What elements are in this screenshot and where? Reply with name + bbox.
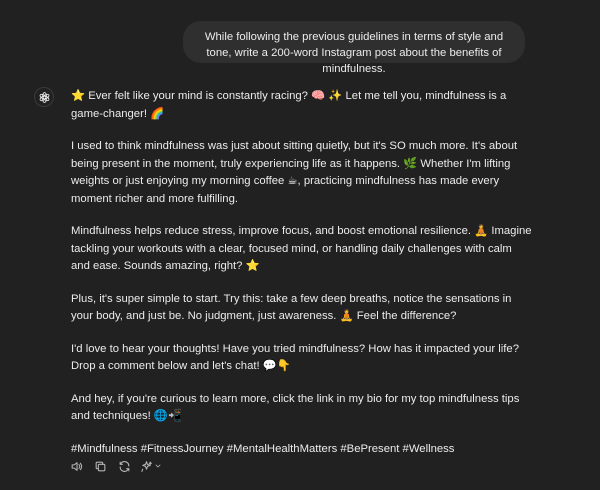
regenerate-button[interactable] bbox=[116, 458, 132, 474]
message-action-bar bbox=[68, 458, 162, 474]
user-message-bubble bbox=[183, 21, 525, 75]
assistant-paragraph-4: Plus, it's super simple to start. Try this: take a few deep breaths, notice the sensations in your body, and just be. No judgment, just awareness. 🧘 Feel the difference? bbox=[71, 292, 512, 322]
speaker-icon bbox=[70, 460, 83, 473]
regenerate-icon bbox=[118, 460, 131, 473]
assistant-message bbox=[71, 88, 533, 458]
chevron-down-icon bbox=[154, 462, 162, 470]
sparkle-icon bbox=[140, 460, 153, 473]
user-message-text: While following the previous guidelines in terms of style and tone, write a 200-word Instagram post about the benefits of mindfulness. bbox=[204, 31, 504, 75]
assistant-avatar bbox=[34, 87, 54, 107]
assistant-paragraph-5: I'd love to hear your thoughts! Have you tried mindfulness? How has it impacted your life? Drop a comment below and let's chat! 💬👇 bbox=[71, 342, 519, 372]
assistant-paragraph-1: ⭐ Ever felt like your mind is constantly racing? 🧠 ✨ Let me tell you, mindfulness is a game-changer! 🌈 bbox=[71, 90, 507, 120]
openai-logo-icon bbox=[38, 91, 51, 104]
assistant-paragraph-3: Mindfulness helps reduce stress, improve focus, and boost emotional resilience. 🧘 Imagine tackling your workouts with a clear, focused mind, or handling daily challenges with calm and ease. Sounds amazing, right? ⭐ bbox=[71, 225, 532, 272]
read-aloud-button[interactable] bbox=[68, 458, 84, 474]
copy-icon bbox=[94, 460, 107, 473]
copy-button[interactable] bbox=[92, 458, 108, 474]
assistant-paragraph-2: I used to think mindfulness was just about sitting quietly, but it's SO much more. It's about being present in the moment, truly experiencing life as it happens. 🌿 Whether I'm lifting weights or just enjoying my morning coffee ☕, practicing mindfulness has made every moment richer and more fulfilling. bbox=[71, 140, 518, 205]
hashtags-paragraph: #Mindfulness #FitnessJourney #MentalHealthMatters #BePresent #Wellness bbox=[71, 442, 455, 455]
change-model-button[interactable] bbox=[140, 458, 162, 474]
assistant-paragraph-6: And hey, if you're curious to learn more, click the link in my bio for my top mindfulness tips and techniques! 🌐📲 bbox=[71, 392, 520, 422]
